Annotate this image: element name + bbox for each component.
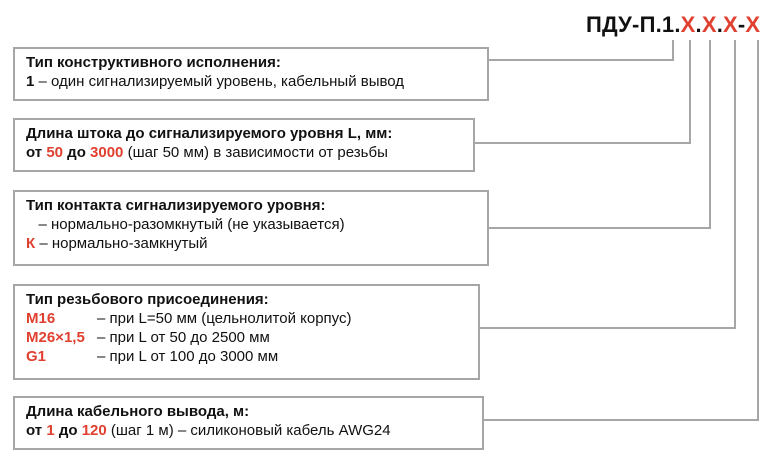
- code-placeholder-contact: Х: [701, 12, 717, 37]
- option-key: К: [26, 235, 36, 252]
- block-thread-type: [13, 284, 480, 380]
- block-stem-length: [13, 118, 475, 172]
- option-key: М26×1,5: [26, 329, 85, 346]
- code-separator: .: [695, 12, 702, 37]
- option-text: – при L от 50 до 2500 мм: [97, 329, 270, 346]
- option-line: [26, 328, 478, 347]
- code-separator: -: [737, 12, 746, 37]
- option-key: G1: [26, 348, 47, 365]
- connector-thread-type: [480, 40, 735, 328]
- connector-contact-type: [489, 40, 710, 228]
- option-text: – нормально-разомкнутый (не указывается): [26, 216, 345, 233]
- range-from-value: 50: [46, 144, 63, 161]
- code-placeholder-thread: Х: [723, 12, 738, 37]
- range-from-value: 1: [46, 422, 55, 439]
- block-title: Длина кабельного вывода, м:: [26, 403, 250, 420]
- option-key: М16: [26, 310, 56, 327]
- code-placeholder-cable: Х: [745, 12, 761, 37]
- block-title: Тип резьбового присоединения:: [26, 291, 269, 308]
- option-line: [26, 309, 478, 328]
- range-rest: (шаг 1 м) – силиконовый кабель AWG24: [106, 422, 391, 439]
- range-to-value: 3000: [90, 144, 124, 161]
- connector-stem-length: [475, 40, 690, 143]
- option-text: – нормально-замкнутый: [35, 235, 208, 252]
- block-cable-length: [13, 396, 484, 450]
- option-line: [26, 72, 487, 91]
- block-title: Тип конструктивного исполнения:: [26, 54, 281, 71]
- option-line: [26, 347, 478, 366]
- range-line: [26, 143, 473, 162]
- code-placeholder-stem: Х: [680, 12, 696, 37]
- option-line: [26, 215, 487, 234]
- block-contact-type: [13, 190, 489, 266]
- code-separator: .: [716, 12, 724, 37]
- order-code-prefix: ПДУ-П.1.: [586, 12, 681, 37]
- range-rest: (шаг 50 мм) в зависимости от резьбы: [123, 144, 388, 161]
- range-from-word: от: [26, 422, 47, 439]
- range-from-word: от: [26, 144, 47, 161]
- range-to-word: до: [63, 144, 91, 161]
- option-line: [26, 234, 487, 253]
- order-code: [586, 10, 760, 40]
- option-key: 1: [26, 73, 35, 90]
- connector-construction: [489, 40, 673, 60]
- range-to-value: 120: [81, 422, 107, 439]
- range-line: [26, 421, 482, 440]
- connector-cable-length: [484, 40, 758, 420]
- block-title: Тип контакта сигнализируемого уровня:: [26, 197, 326, 214]
- option-text: – при L=50 мм (цельнолитой корпус): [97, 310, 352, 327]
- range-to-word: до: [54, 422, 82, 439]
- block-construction-type: [13, 47, 489, 101]
- option-text: – при L от 100 до 3000 мм: [97, 348, 279, 365]
- option-text: – один сигнализируемый уровень, кабельный вывод: [34, 73, 405, 90]
- block-title: Длина штока до сигнализируемого уровня L, мм:: [26, 125, 393, 142]
